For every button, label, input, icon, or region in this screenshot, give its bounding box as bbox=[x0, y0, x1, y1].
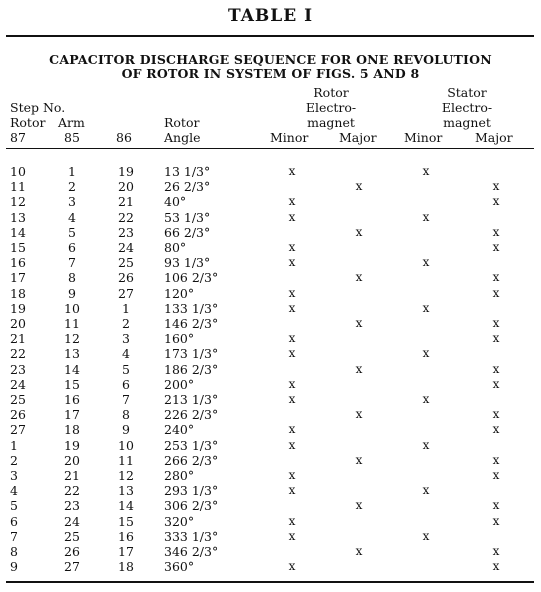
step-86: 26 bbox=[118, 270, 134, 285]
rotor-angle: 320° bbox=[164, 514, 195, 529]
step-86: 12 bbox=[118, 468, 134, 483]
step-arm-85: 20 bbox=[64, 453, 80, 468]
step-rotor-87: 11 bbox=[10, 179, 26, 194]
step-arm-85: 12 bbox=[64, 331, 80, 346]
rotor-minor-mark: x bbox=[288, 468, 296, 482]
stator-major-mark: x bbox=[492, 179, 500, 193]
stator-major-mark: x bbox=[492, 453, 500, 467]
stator-minor-mark: x bbox=[422, 392, 430, 406]
rotor-minor-mark: x bbox=[288, 514, 296, 528]
step-arm-85: 24 bbox=[64, 514, 80, 529]
step-arm-85: 26 bbox=[64, 544, 80, 559]
step-86: 20 bbox=[118, 179, 134, 194]
step-86: 25 bbox=[118, 255, 134, 270]
step-rotor-87: 15 bbox=[10, 240, 26, 255]
rotor-minor-mark: x bbox=[288, 240, 296, 254]
rotor-minor-mark: x bbox=[288, 559, 296, 573]
step-rotor-87: 25 bbox=[10, 392, 26, 407]
step-rotor-87: 12 bbox=[10, 194, 26, 209]
header-col-87: 87 bbox=[10, 130, 26, 145]
rotor-angle: 66 2/3° bbox=[164, 225, 211, 240]
step-rotor-87: 3 bbox=[10, 468, 18, 483]
step-rotor-87: 8 bbox=[10, 544, 18, 559]
step-arm-85: 8 bbox=[68, 270, 76, 285]
stator-major-mark: x bbox=[492, 468, 500, 482]
step-86: 13 bbox=[118, 483, 134, 498]
step-rotor-87: 1 bbox=[10, 438, 18, 453]
rotor-minor-mark: x bbox=[288, 346, 296, 360]
step-86: 23 bbox=[118, 225, 134, 240]
stator-major-mark: x bbox=[492, 225, 500, 239]
header-rule bbox=[6, 148, 534, 149]
step-arm-85: 19 bbox=[64, 438, 80, 453]
rotor-minor-mark: x bbox=[288, 164, 296, 178]
header-col-86: 86 bbox=[116, 130, 132, 145]
stator-major-mark: x bbox=[492, 316, 500, 330]
step-86: 15 bbox=[118, 514, 134, 529]
step-rotor-87: 19 bbox=[10, 301, 26, 316]
step-rotor-87: 7 bbox=[10, 529, 18, 544]
step-arm-85: 17 bbox=[64, 407, 80, 422]
step-86: 17 bbox=[118, 544, 134, 559]
header-stator-em-1: Stator bbox=[447, 85, 487, 100]
stator-major-mark: x bbox=[492, 544, 500, 558]
header-rotor: Rotor bbox=[10, 115, 46, 130]
stator-major-mark: x bbox=[492, 270, 500, 284]
table-row bbox=[0, 497, 541, 514]
step-rotor-87: 21 bbox=[10, 331, 26, 346]
rotor-angle: 186 2/3° bbox=[164, 362, 219, 377]
stator-major-mark: x bbox=[492, 362, 500, 376]
table-row bbox=[0, 269, 541, 286]
rotor-angle: 160° bbox=[164, 331, 195, 346]
stator-minor-mark: x bbox=[422, 483, 430, 497]
stator-major-mark: x bbox=[492, 559, 500, 573]
rotor-major-mark: x bbox=[355, 270, 363, 284]
step-rotor-87: 26 bbox=[10, 407, 26, 422]
step-arm-85: 13 bbox=[64, 346, 80, 361]
step-rotor-87: 2 bbox=[10, 453, 18, 468]
rotor-angle: 26 2/3° bbox=[164, 179, 211, 194]
step-rotor-87: 16 bbox=[10, 255, 26, 270]
step-rotor-87: 20 bbox=[10, 316, 26, 331]
step-86: 19 bbox=[118, 164, 134, 179]
step-arm-85: 21 bbox=[64, 468, 80, 483]
rotor-major-mark: x bbox=[355, 407, 363, 421]
stator-major-mark: x bbox=[492, 514, 500, 528]
stator-major-mark: x bbox=[492, 331, 500, 345]
step-arm-85: 15 bbox=[64, 377, 80, 392]
step-rotor-87: 27 bbox=[10, 422, 26, 437]
table-caption bbox=[0, 53, 541, 81]
table-row bbox=[0, 193, 541, 210]
rotor-angle: 333 1/3° bbox=[164, 529, 219, 544]
rotor-angle: 146 2/3° bbox=[164, 316, 219, 331]
stator-minor-mark: x bbox=[422, 346, 430, 360]
rotor-minor-mark: x bbox=[288, 529, 296, 543]
rotor-major-mark: x bbox=[355, 453, 363, 467]
rotor-minor-mark: x bbox=[288, 377, 296, 391]
stator-minor-mark: x bbox=[422, 529, 430, 543]
rotor-minor-mark: x bbox=[288, 422, 296, 436]
step-86: 27 bbox=[118, 286, 134, 301]
rotor-angle: 306 2/3° bbox=[164, 498, 219, 513]
stator-minor-mark: x bbox=[422, 438, 430, 452]
step-86: 7 bbox=[122, 392, 130, 407]
rotor-angle: 133 1/3° bbox=[164, 301, 219, 316]
step-86: 8 bbox=[122, 407, 130, 422]
rotor-minor-mark: x bbox=[288, 255, 296, 269]
table-row bbox=[0, 421, 541, 438]
rotor-major-mark: x bbox=[355, 225, 363, 239]
rotor-major-mark: x bbox=[355, 316, 363, 330]
stator-major-mark: x bbox=[492, 407, 500, 421]
step-arm-85: 9 bbox=[68, 286, 76, 301]
rotor-angle: 53 1/3° bbox=[164, 210, 211, 225]
rotor-angle: 360° bbox=[164, 559, 195, 574]
rotor-minor-mark: x bbox=[288, 483, 296, 497]
header-stator-major: Major bbox=[475, 130, 513, 145]
step-86: 5 bbox=[122, 362, 130, 377]
step-rotor-87: 14 bbox=[10, 225, 26, 240]
rotor-angle: 266 2/3° bbox=[164, 453, 219, 468]
rotor-angle: 346 2/3° bbox=[164, 544, 219, 559]
rotor-minor-mark: x bbox=[288, 286, 296, 300]
header-rotor-angle-2: Angle bbox=[164, 130, 201, 145]
step-arm-85: 23 bbox=[64, 498, 80, 513]
header-stator-em-2: Electro- bbox=[441, 100, 493, 115]
step-rotor-87: 18 bbox=[10, 286, 26, 301]
step-86: 1 bbox=[122, 301, 130, 316]
step-arm-85: 18 bbox=[64, 422, 80, 437]
step-86: 6 bbox=[122, 377, 130, 392]
step-86: 18 bbox=[118, 559, 134, 574]
table-row bbox=[0, 345, 541, 362]
rotor-minor-mark: x bbox=[288, 331, 296, 345]
stator-major-mark: x bbox=[492, 194, 500, 208]
top-rule bbox=[6, 35, 534, 37]
step-rotor-87: 10 bbox=[10, 164, 26, 179]
step-86: 14 bbox=[118, 498, 134, 513]
step-86: 11 bbox=[118, 453, 134, 468]
step-rotor-87: 17 bbox=[10, 270, 26, 285]
step-arm-85: 7 bbox=[68, 255, 76, 270]
step-arm-85: 14 bbox=[64, 362, 80, 377]
step-rotor-87: 23 bbox=[10, 362, 26, 377]
step-arm-85: 1 bbox=[68, 164, 76, 179]
rotor-angle: 93 1/3° bbox=[164, 255, 211, 270]
step-arm-85: 4 bbox=[68, 210, 76, 225]
step-86: 22 bbox=[118, 210, 134, 225]
step-86: 24 bbox=[118, 240, 134, 255]
stator-minor-mark: x bbox=[422, 301, 430, 315]
rotor-angle: 280° bbox=[164, 468, 195, 483]
rotor-angle: 200° bbox=[164, 377, 195, 392]
rotor-angle: 106 2/3° bbox=[164, 270, 219, 285]
step-rotor-87: 9 bbox=[10, 559, 18, 574]
rotor-minor-mark: x bbox=[288, 301, 296, 315]
step-rotor-87: 22 bbox=[10, 346, 26, 361]
stator-minor-mark: x bbox=[422, 164, 430, 178]
header-rotor-em-2: Electro- bbox=[305, 100, 357, 115]
step-rotor-87: 13 bbox=[10, 210, 26, 225]
header-rotor-major: Major bbox=[339, 130, 377, 145]
step-arm-85: 27 bbox=[64, 559, 80, 574]
rotor-angle: 40° bbox=[164, 194, 187, 209]
rotor-major-mark: x bbox=[355, 498, 363, 512]
rotor-minor-mark: x bbox=[288, 392, 296, 406]
table-row bbox=[0, 558, 541, 575]
rotor-major-mark: x bbox=[355, 544, 363, 558]
rotor-angle: 13 1/3° bbox=[164, 164, 211, 179]
step-86: 3 bbox=[122, 331, 130, 346]
step-rotor-87: 5 bbox=[10, 498, 18, 513]
rotor-angle: 213 1/3° bbox=[164, 392, 219, 407]
step-86: 10 bbox=[118, 438, 134, 453]
header-stator-minor: Minor bbox=[404, 130, 443, 145]
rotor-minor-mark: x bbox=[288, 438, 296, 452]
stator-major-mark: x bbox=[492, 240, 500, 254]
rotor-minor-mark: x bbox=[288, 194, 296, 208]
step-arm-85: 5 bbox=[68, 225, 76, 240]
step-arm-85: 22 bbox=[64, 483, 80, 498]
step-86: 21 bbox=[118, 194, 134, 209]
header-rotor-em-1: Rotor bbox=[313, 85, 349, 100]
step-86: 16 bbox=[118, 529, 134, 544]
caption-line-1: CAPACITOR DISCHARGE SEQUENCE FOR ONE REVOLUTION bbox=[49, 52, 492, 67]
rotor-angle: 120° bbox=[164, 286, 195, 301]
rotor-angle: 240° bbox=[164, 422, 195, 437]
stator-major-mark: x bbox=[492, 498, 500, 512]
rotor-angle: 253 1/3° bbox=[164, 438, 219, 453]
header-col-85: 85 bbox=[64, 130, 80, 145]
step-rotor-87: 4 bbox=[10, 483, 18, 498]
step-arm-85: 11 bbox=[64, 316, 80, 331]
rotor-angle: 80° bbox=[164, 240, 187, 255]
header-stator-em-3: magnet bbox=[443, 115, 491, 130]
step-86: 9 bbox=[122, 422, 130, 437]
bottom-rule bbox=[6, 581, 534, 583]
caption-line-2: OF ROTOR IN SYSTEM OF FIGS. 5 AND 8 bbox=[121, 66, 420, 81]
step-86: 4 bbox=[122, 346, 130, 361]
header-rotor-em-3: magnet bbox=[307, 115, 355, 130]
table-title: TABLE I bbox=[227, 6, 314, 26]
step-arm-85: 25 bbox=[64, 529, 80, 544]
header-rotor-angle-1: Rotor bbox=[164, 115, 200, 130]
rotor-angle: 226 2/3° bbox=[164, 407, 219, 422]
stator-major-mark: x bbox=[492, 422, 500, 436]
stator-minor-mark: x bbox=[422, 255, 430, 269]
rotor-angle: 173 1/3° bbox=[164, 346, 219, 361]
stator-minor-mark: x bbox=[422, 210, 430, 224]
header-rotor-minor: Minor bbox=[270, 130, 309, 145]
header-arm: Arm bbox=[58, 115, 85, 130]
step-rotor-87: 24 bbox=[10, 377, 26, 392]
step-arm-85: 6 bbox=[68, 240, 76, 255]
rotor-minor-mark: x bbox=[288, 210, 296, 224]
rotor-angle: 293 1/3° bbox=[164, 483, 219, 498]
step-arm-85: 3 bbox=[68, 194, 76, 209]
rotor-major-mark: x bbox=[355, 362, 363, 376]
header-step-no: Step No. bbox=[10, 100, 66, 115]
step-86: 2 bbox=[122, 316, 130, 331]
step-arm-85: 16 bbox=[64, 392, 80, 407]
step-arm-85: 10 bbox=[64, 301, 80, 316]
step-arm-85: 2 bbox=[68, 179, 76, 194]
rotor-major-mark: x bbox=[355, 179, 363, 193]
stator-major-mark: x bbox=[492, 286, 500, 300]
stator-major-mark: x bbox=[492, 377, 500, 391]
step-rotor-87: 6 bbox=[10, 514, 18, 529]
